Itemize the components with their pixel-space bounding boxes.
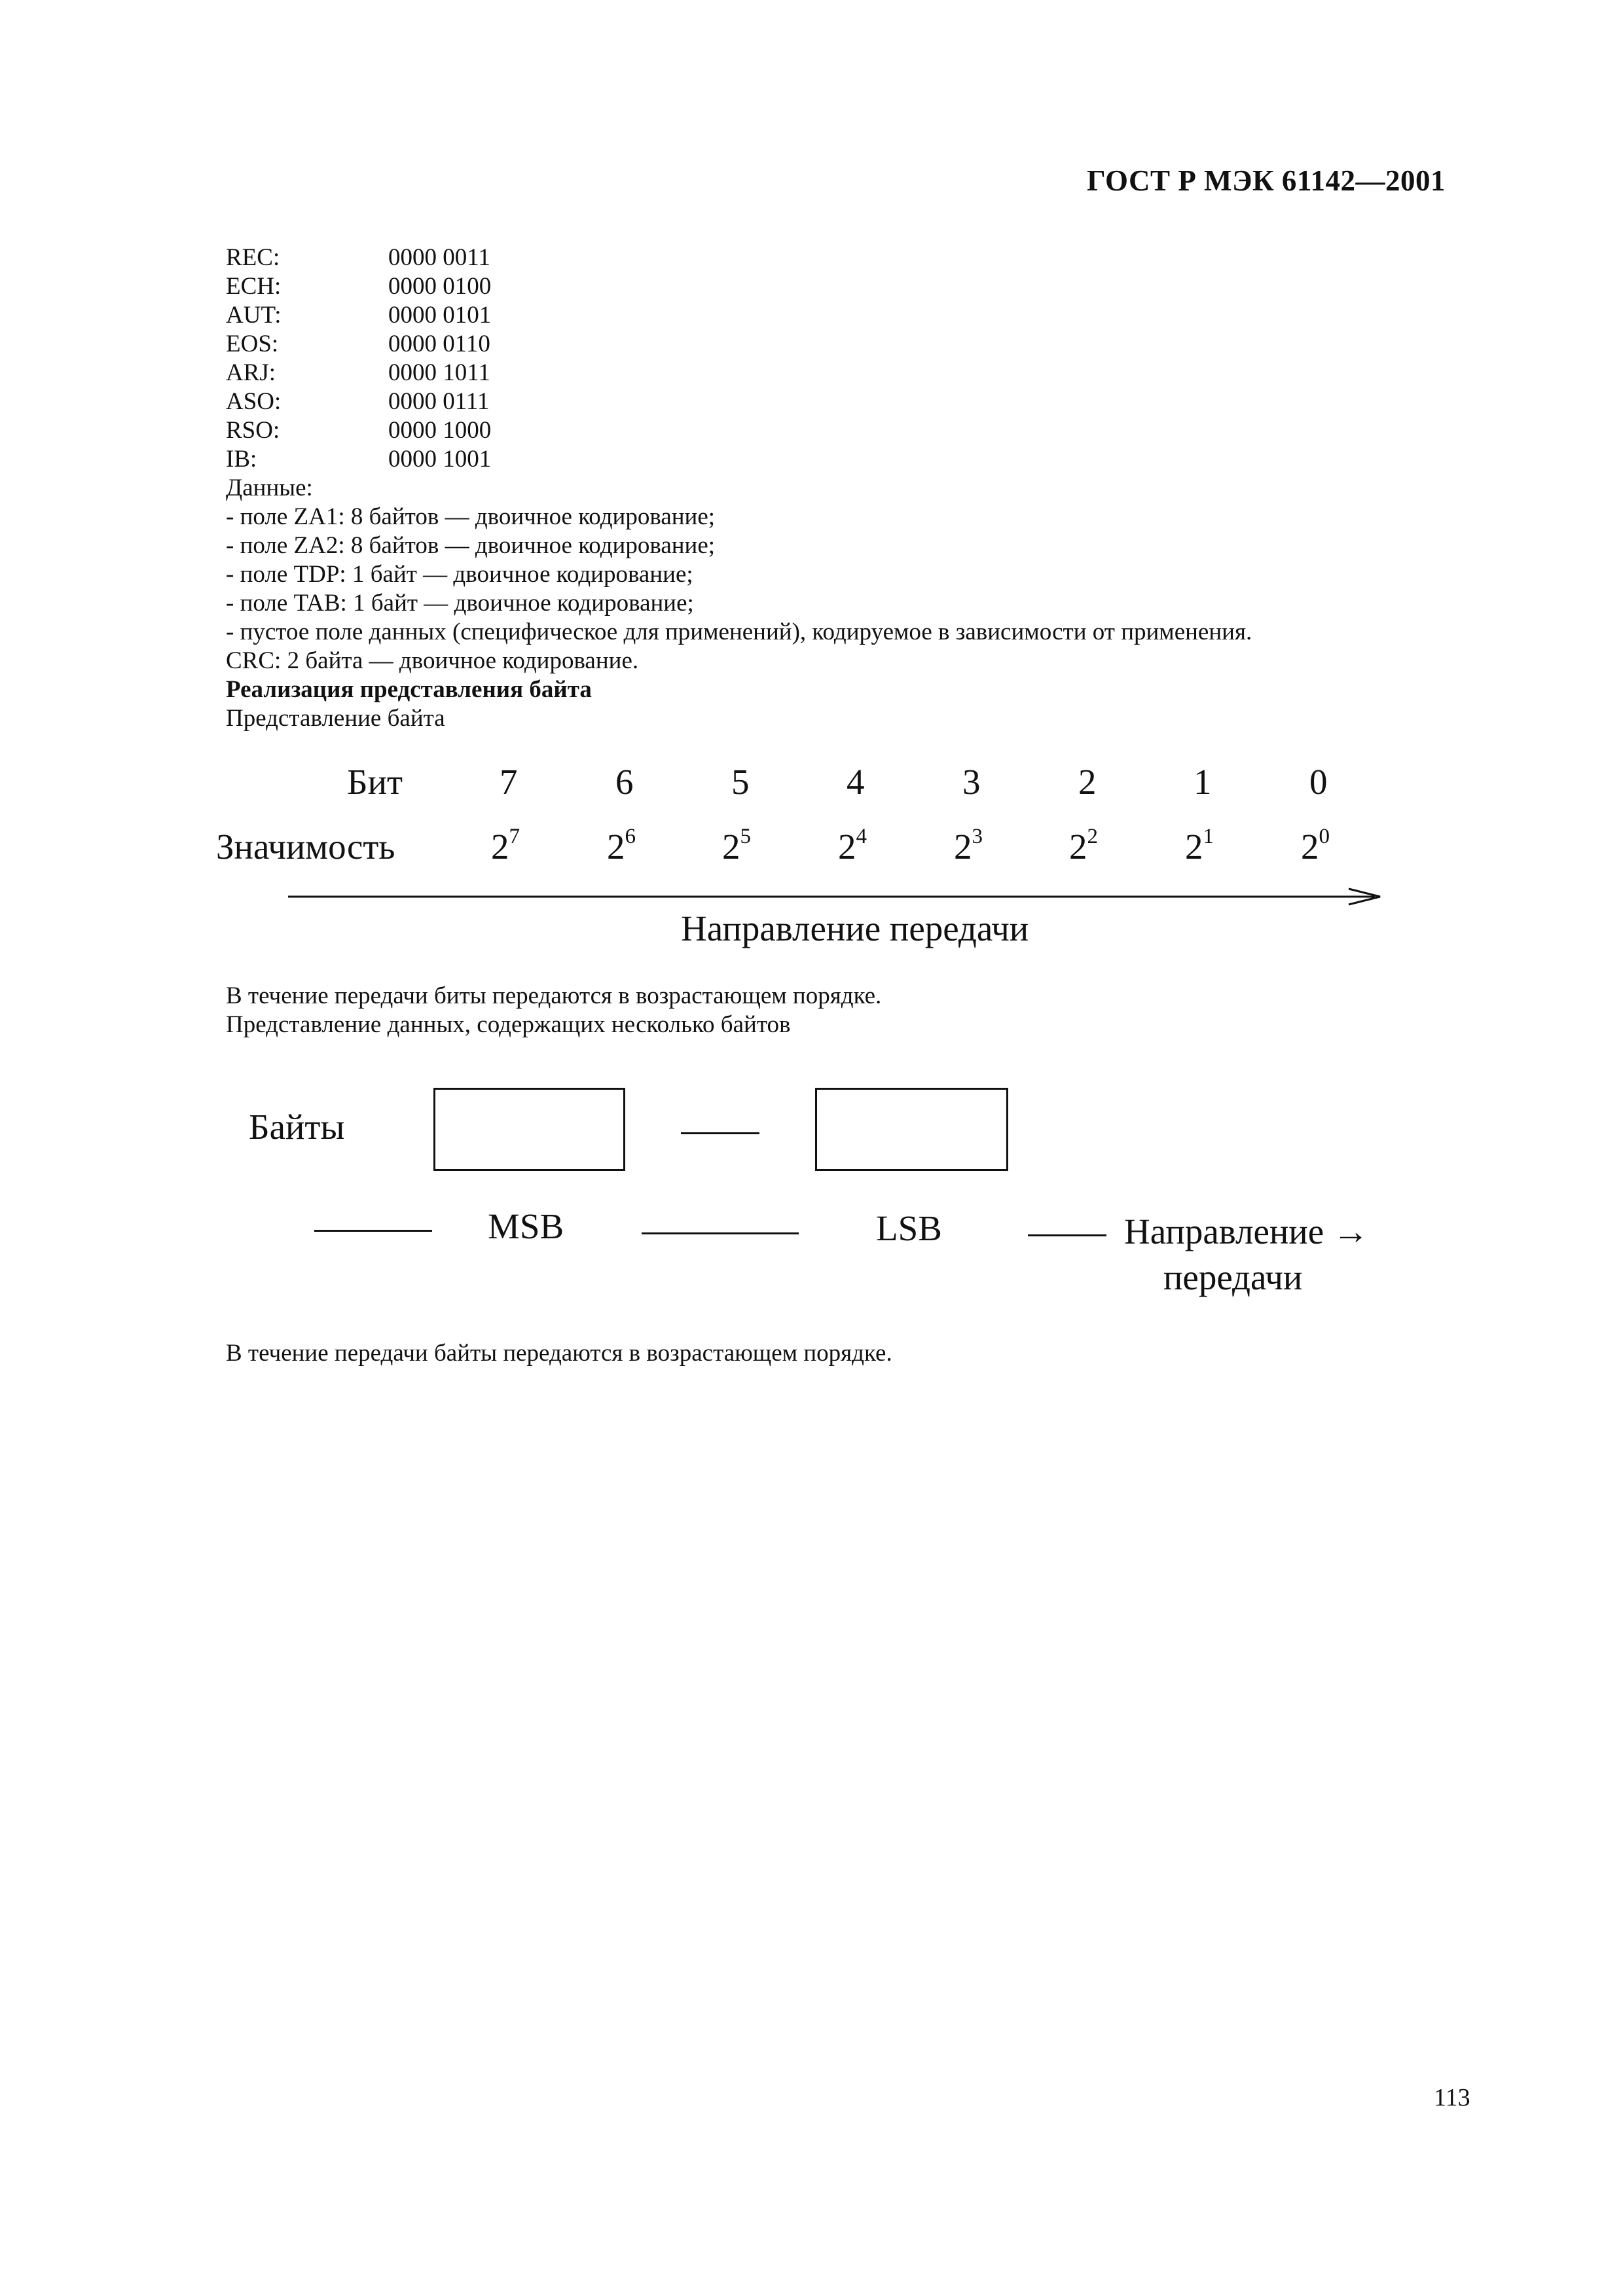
code-name: EOS: [226,331,279,357]
code-row [226,243,619,272]
bit-row-label: Бит [347,762,403,802]
code-row [226,416,619,445]
data-list-item: - пустое поле данных (специфическое для применений), кодируемое в зависимости от применения. [226,619,1252,645]
code-name: REC: [226,244,280,271]
msb-label: MSB [488,1206,564,1246]
code-value: 0000 0011 [388,244,490,271]
paragraph-bit-order: В течение передачи биты передаются в возрастающем порядке. [226,982,882,1009]
code-name: RSO: [226,417,280,444]
bit-number: 3 [962,762,981,802]
data-section [226,474,1252,733]
code-value: 0000 1001 [388,446,492,473]
section-subheading: Представление байта [226,705,445,732]
code-table [226,243,619,474]
code-value: 0000 0101 [388,302,492,329]
code-value: 0000 0100 [388,273,492,300]
code-name: ECH: [226,273,282,300]
significance-value: $2^2$ [1069,825,1098,867]
bit-number: 4 [847,762,865,802]
bit-number: 6 [615,762,634,802]
significance-value: $2^4$ [838,825,867,867]
bit-number: 0 [1309,762,1328,802]
code-row [226,301,619,330]
page-number: 113 [1434,2084,1470,2111]
data-list-item: - поле TDP: 1 байт — двоичное кодирование; [226,561,693,588]
significance-value: $2^3$ [954,825,983,867]
significance-value: $2^7$ [491,825,520,867]
crc-line: CRC: 2 байта — двоичное кодирование. [226,647,639,674]
significance-value: $2^1$ [1185,825,1214,867]
code-name: AUT: [226,302,282,329]
data-heading: Данные: [226,475,313,501]
significance-value: $2^5$ [722,825,751,867]
code-name: IB: [226,446,257,473]
code-value: 0000 0111 [388,388,490,415]
significance-row-label: Значимость [216,827,395,867]
byte-direction-label-line2: передачи [1163,1257,1303,1297]
byte-direction-label: Направление → [1124,1211,1369,1251]
bytes-label: Байты [249,1107,345,1147]
bit-number: 2 [1078,762,1097,802]
msb-byte-box [433,1088,625,1171]
code-name: ARJ: [226,359,276,386]
paragraph-multibyte: Представление данных, содержащих несколько байтов [226,1011,791,1038]
code-row [226,359,619,387]
code-row [226,330,619,359]
code-value: 0000 1000 [388,417,492,444]
document-header: ГОСТ Р МЭК 61142—2001 [1087,164,1446,197]
code-row [226,387,619,416]
lead-dash [314,1230,432,1232]
significance-value: $2^0$ [1301,825,1330,867]
code-value: 0000 1011 [388,359,490,386]
middle-dash [642,1232,799,1234]
trailing-dash [1028,1234,1106,1236]
lsb-label: LSB [876,1208,942,1248]
data-list-item: - поле ZA2: 8 байтов — двоичное кодирование; [226,532,716,559]
direction-label: Направление передачи [681,908,1029,948]
code-value: 0000 0110 [388,331,490,357]
code-name: ASO: [226,388,282,415]
bit-number: 1 [1194,762,1212,802]
byte-separator-dash [681,1132,759,1134]
data-list-item: - поле ZA1: 8 байтов — двоичное кодирование; [226,503,716,530]
code-row [226,445,619,474]
significance-value: $2^6$ [607,825,636,867]
paragraph-byte-order: В течение передачи байты передаются в возрастающем порядке. [226,1340,892,1367]
transmission-direction-arrow [288,884,1401,910]
data-list-item: - поле TAB: 1 байт — двоичное кодирование; [226,590,694,617]
section-bold-heading: Реализация представления байта [226,676,592,703]
bit-number: 5 [731,762,750,802]
lsb-byte-box [815,1088,1008,1171]
bit-number: 7 [500,762,518,802]
code-row [226,272,619,301]
